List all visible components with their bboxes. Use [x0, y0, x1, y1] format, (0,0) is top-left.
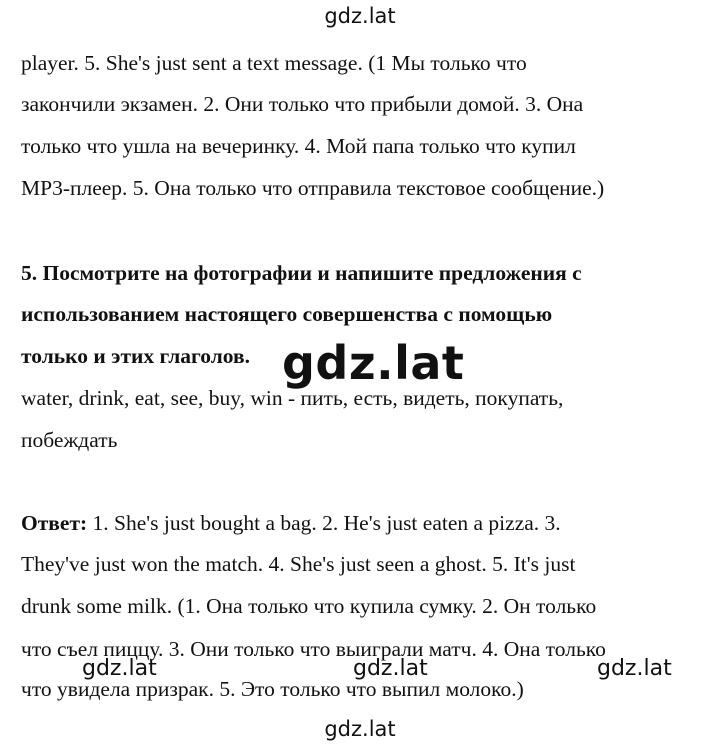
text-line: MP3-плеер. 5. Она только что отправила текстовое сообщение.) [21, 176, 605, 200]
answer-line: что съел пиццу. 3. Они только что выиграли матч. 4. Она только [21, 637, 606, 661]
answer-line: They've just won the match. 4. She's just seen a ghost. 5. It's just [21, 552, 576, 576]
verb-list-line: water, drink, eat, see, buy, win - пить, есть, видеть, покупать, [21, 386, 564, 410]
task-heading-line: 5. Посмотрите на фотографии и напишите предложения с [21, 261, 582, 285]
watermark-top: gdz.lat [324, 4, 396, 28]
text-line: player. 5. She's just sent a text message. (1 Мы только что [21, 51, 527, 75]
answer-line: drunk some milk. (1. Она только что купила сумку. 2. Он только [21, 594, 597, 618]
task-heading-line: только и этих глаголов. [21, 344, 250, 368]
watermark-left: gdz.lat [82, 656, 157, 681]
text-line: только что ушла на вечеринку. 4. Мой папа только что купил [21, 134, 576, 158]
task-heading-line: использованием настоящего совершенства с помощью [21, 302, 553, 326]
answer-line: что увидела призрак. 5. Это только что выпил молоко.) [21, 677, 524, 701]
answer-line [21, 510, 561, 536]
answer-text: 1. She's just bought a bag. 2. He's just eaten a pizza. 3. [87, 511, 561, 535]
text-line: закончили экзамен. 2. Они только что прибыли домой. 3. Она [21, 92, 584, 116]
watermark-middle: gdz.lat [353, 656, 428, 681]
answer-line-clipped [0, 626, 720, 661]
watermark-center: gdz.lat [282, 336, 465, 390]
answer-label: Ответ: [21, 511, 88, 535]
watermark-right: gdz.lat [597, 656, 672, 681]
watermark-bottom: gdz.lat [324, 717, 396, 741]
verb-list-line: побеждать [21, 428, 118, 452]
